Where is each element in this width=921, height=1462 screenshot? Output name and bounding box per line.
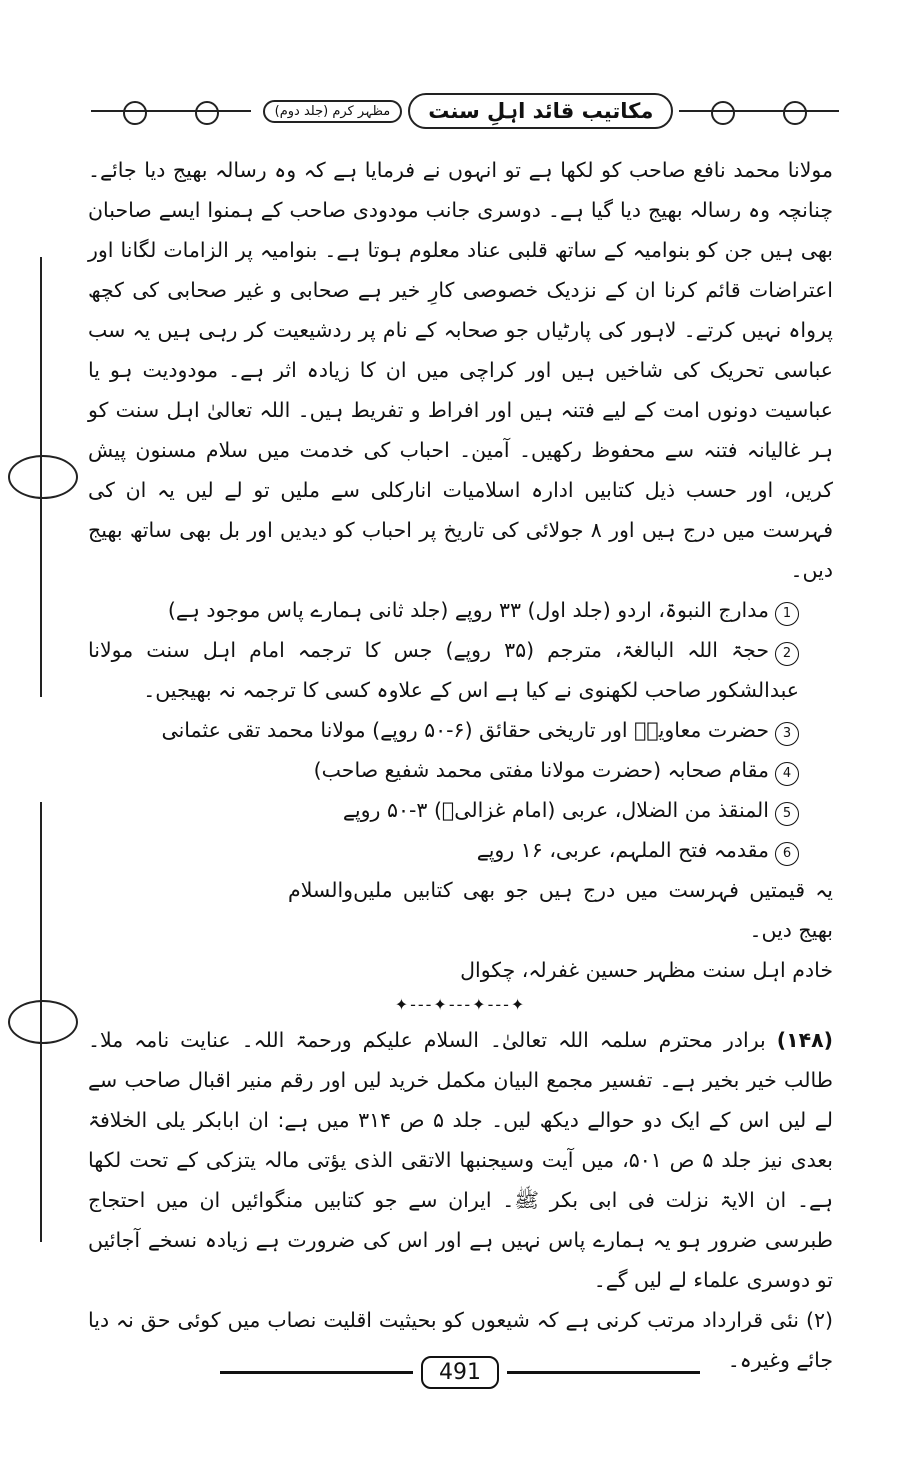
closing-row (88, 870, 833, 950)
book-item: 3حضرت معاویہؓ اور تاریخی حقائق (۶-۵۰ روپے) مولانا محمد تقی عثمانی (88, 710, 833, 750)
book-item: 1مدارج النبوۃ، اردو (جلد اول) ۳۳ روپے (جلد ثانی ہمارے پاس موجود ہے) (88, 590, 833, 630)
page-header (85, 82, 845, 140)
item-number: 1 (775, 602, 799, 626)
header-ornament-right (679, 110, 839, 112)
letter-number: (۱۴۸) (776, 1028, 833, 1052)
book-item: 6مقدمہ فتح الملہم، عربی، ۱۶ روپے (88, 830, 833, 870)
margin-ornament (8, 1000, 78, 1044)
item-number: 5 (775, 802, 799, 826)
section-divider: ✦---✦---✦---✦ (394, 995, 527, 1014)
letter-paragraph: (۲) نئی قرارداد مرتب کرنی ہے کہ شیعوں کو بحیثیت اقلیت نصاب میں کوئی حق نہ دیا جائے وغیرہ۔ (88, 1308, 833, 1372)
footer-ornament-right (507, 1371, 700, 1374)
margin-ornament (8, 455, 78, 499)
closing-note: یہ قیمتیں فہرست میں درج ہیں جو بھی کتابیں ملیں بھیج دیں۔ (353, 878, 833, 942)
signature: خادم اہل سنت مظہر حسین غفرلہ، چکوال (460, 958, 833, 982)
salutation: والسلام (288, 878, 354, 902)
volume-label: مظہر کرم (جلد دوم) (263, 100, 403, 123)
body-paragraph: مولانا محمد نافع صاحب کو لکھا ہے تو انہوں نے فرمایا ہے کہ وہ رسالہ بھیج دیا جائے۔ چنانچہ وہ رسالہ بھیج دیا گیا ہے۔ دوسری جانب مودودی صاحب کے ہمنوا ایسے صاحبان بھی ہیں جن کو بنوامیہ کے ساتھ قلبی عناد معلوم ہوتا ہے۔ بنوامیہ پر الزامات لگانا اور اعتراضات قائم کرنا ان کے نزدیک خصوصی کارِ خیر ہے صحابی و غیر صحابی کی کچھ پرواہ نہیں کرتے۔ لاہور کی پارٹیاں جو صحابہ کے نام پر ردشیعیت کر رہی ہیں یہ سب عباسی تحریک کی شاخیں ہیں اور کراچی میں ان کا زیادہ اثر ہے۔ مودودیت ہو یا عباسیت دونوں امت کے لیے فتنہ ہیں اور افراط و تفریط ہیں۔ اللہ تعالیٰ اہل سنت کو ہر غالیانہ فتنہ سے محفوظ رکھیں۔ آمین۔ احباب کی خدمت میں سلام مسنون پیش کریں، اور حسب ذیل کتابیں ادارہ اسلامیات انارکلی سے ملیں تو لے لیں یہ ان کی فہرست میں درج ہیں اور ۸ جولائی کی تاریخ پر احباب کو دیدیں اور بل بھی ساتھ بھیج دیں۔ (88, 158, 833, 582)
item-number: 3 (775, 722, 799, 746)
page-body (88, 150, 833, 1380)
book-item: 2حجۃ اللہ البالغۃ، مترجم (۳۵ روپے) جس کا ترجمہ امام اہل سنت مولانا عبدالشکور صاحب لکھنوی نے کیا ہے اس کے علاوہ کسی کا ترجمہ نہ بھیجیں۔ (88, 638, 799, 702)
item-number: 6 (775, 842, 799, 866)
letter-paragraph: (۱۴۸) برادر محترم سلمہ اللہ تعالیٰ۔ السلام علیکم ورحمۃ اللہ۔ عنایت نامہ ملا۔ طالب خیر بخیر ہے۔ تفسیر مجمع البیان مکمل خرید لیں اور رقم منیر اقبال صاحب سے لے لیں اس کے ایک دو حوالے دیکھ لیں۔ جلد ۵ ص ۳۱۴ میں ہے: ان ابابکر یلی الخلافۃ بعدی نیز جلد ۵ ص ۵۰۱، میں آیت وسیجنبھا الاتقی الذی یؤتی مالہ یتزکی کے تحت لکھا ہے۔ ان الایۃ نزلت فی ابی بکر ﷺ۔ ایران سے جو کتابیں منگوائیں ان میں احتجاج طبرسی ضرور ہو یہ ہمارے پاس نہیں ہے اور اس کی ضرورت ہے زیادہ نسخے آجائیں تو دوسری علماء لے لیں گے۔ (88, 1028, 833, 1292)
page-number: 491 (421, 1356, 499, 1389)
book-item: 5المنقذ من الضلال، عربی (امام غزالیؒ) ۳-۵۰ روپے (88, 790, 833, 830)
page-footer (220, 1352, 700, 1392)
header-ornament-left (91, 110, 251, 112)
item-number: 2 (775, 642, 799, 666)
footer-ornament-left (220, 1371, 413, 1374)
running-title: مکاتیب قائد اہلِ سنت (408, 93, 673, 129)
book-item: 4مقام صحابہ (حضرت مولانا مفتی محمد شفیع صاحب) (88, 750, 833, 790)
item-number: 4 (775, 762, 799, 786)
